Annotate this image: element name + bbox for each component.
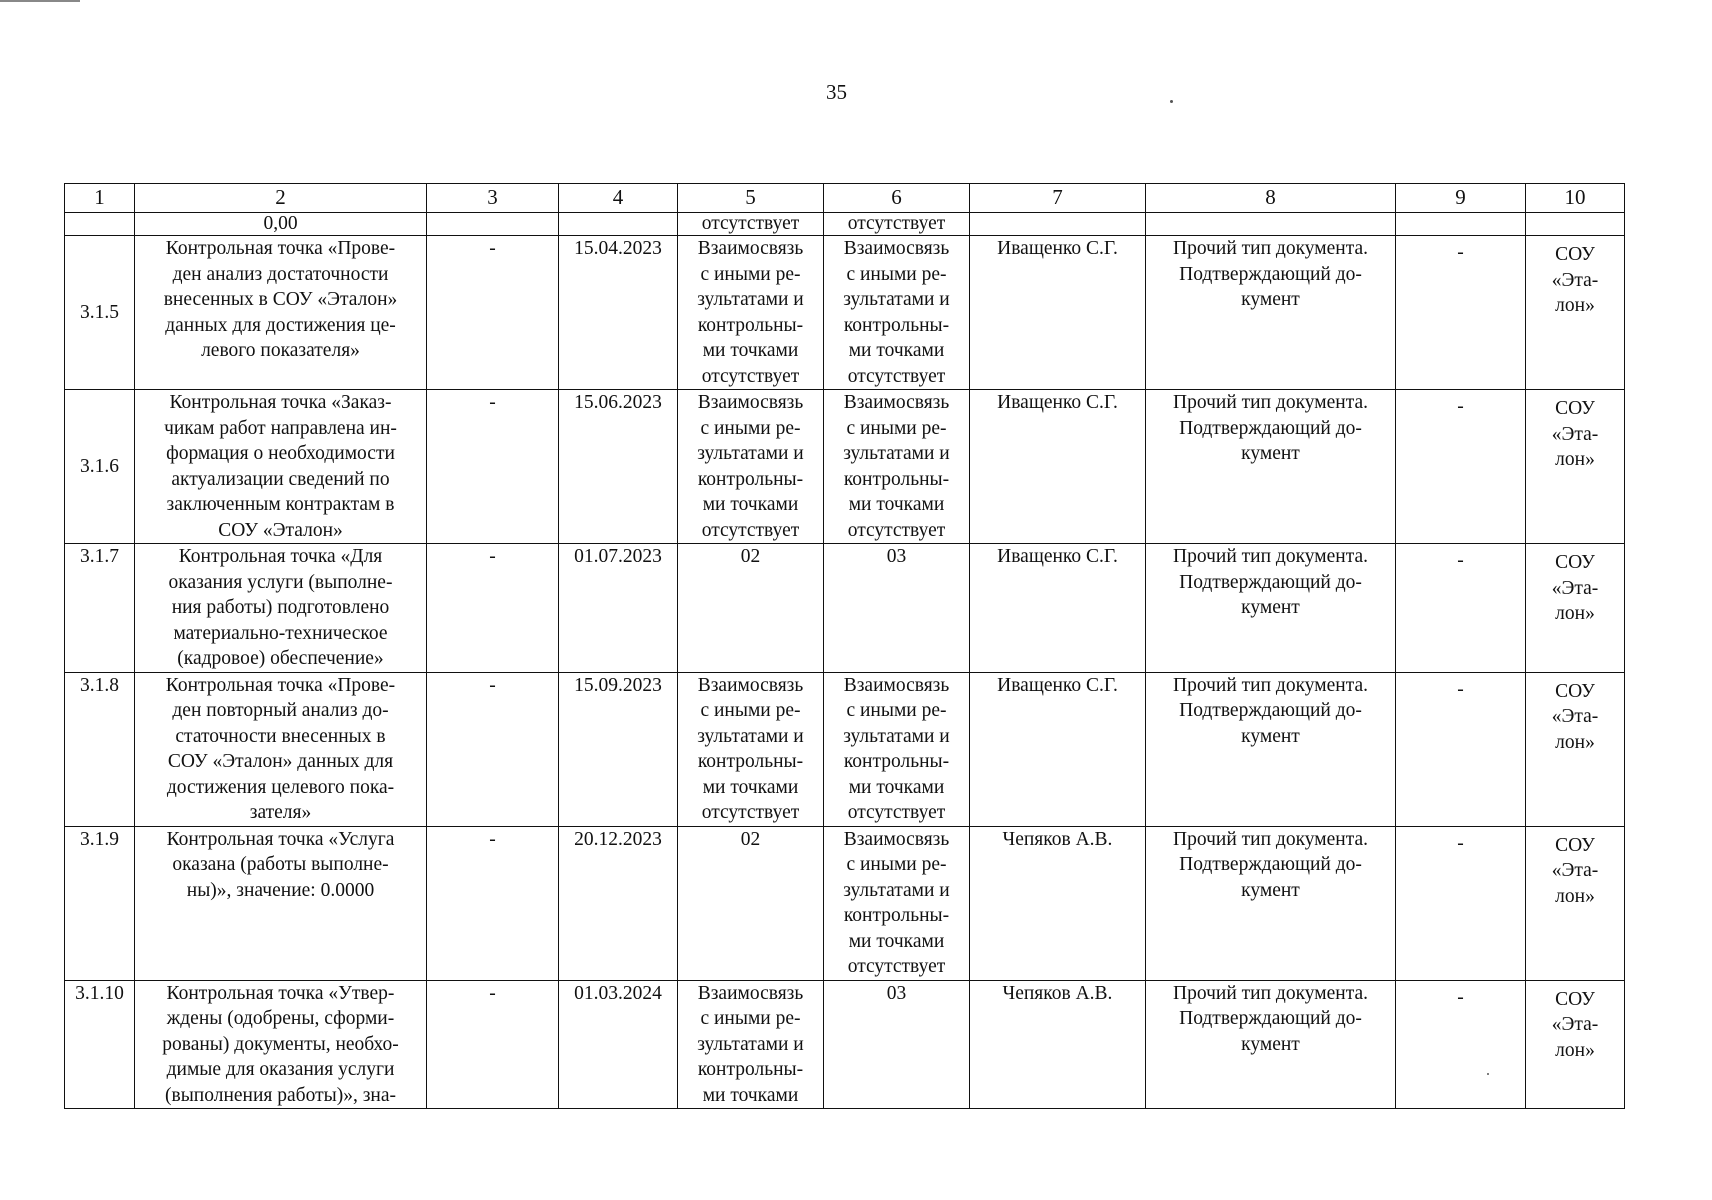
- relation-previous: Взаимосвязь с иными ре- зультатами и контрольны- ми точками отсутствует: [678, 236, 824, 390]
- column-number: 9: [1396, 184, 1526, 213]
- column-9-value: -: [1396, 672, 1526, 826]
- row-number: 3.1.10: [65, 980, 135, 1109]
- column-9-value: -: [1396, 236, 1526, 390]
- due-date: 15.04.2023: [559, 236, 678, 390]
- milestone-name: Контрольная точка «Заказ- чикам работ направлена ин- формация о необходимости актуализации сведений по заключенным контрактам в СОУ «Эталон»: [135, 390, 427, 544]
- milestone-name: Контрольная точка «Утвер- ждены (одобрены, сформи- рованы) документы, необхо- димые для оказания услуги (выполнения работы)», зна-: [135, 980, 427, 1109]
- relation-previous: 02: [678, 826, 824, 980]
- empty-cell: [65, 213, 135, 236]
- responsible-person: Иващенко С.Г.: [970, 672, 1146, 826]
- milestones-table: [64, 183, 1625, 1109]
- table-row: [65, 672, 1625, 826]
- column-9-value: -: [1396, 826, 1526, 980]
- milestone-name: Контрольная точка «Для оказания услуги (выполне- ния работы) подготовлено материально-техническое (кадровое) обеспечение»: [135, 544, 427, 673]
- due-date: 15.09.2023: [559, 672, 678, 826]
- relation-previous: 02: [678, 544, 824, 673]
- column-number: 10: [1526, 184, 1625, 213]
- column-number: 7: [970, 184, 1146, 213]
- continuation-value: отсутствует: [824, 213, 970, 236]
- empty-cell: [559, 213, 678, 236]
- row-number: 3.1.8: [65, 672, 135, 826]
- table-row: [65, 826, 1625, 980]
- column-3-value: -: [427, 826, 559, 980]
- column-number: 4: [559, 184, 678, 213]
- relation-next: Взаимосвязь с иными ре- зультатами и контрольны- ми точками отсутствует: [824, 236, 970, 390]
- document-type: Прочий тип документа. Подтверждающий до- кумент: [1146, 980, 1396, 1109]
- column-number: 1: [65, 184, 135, 213]
- row-number: 3.1.5: [65, 236, 135, 390]
- information-system: СОУ «Эта- лон»: [1526, 980, 1625, 1109]
- empty-cell: [427, 213, 559, 236]
- relation-previous: Взаимосвязь с иными ре- зультатами и контрольны- ми точками отсутствует: [678, 672, 824, 826]
- column-number: 8: [1146, 184, 1396, 213]
- relation-next: 03: [824, 980, 970, 1109]
- row-number: 3.1.6: [65, 390, 135, 544]
- relation-previous: Взаимосвязь с иными ре- зультатами и контрольны- ми точками: [678, 980, 824, 1109]
- document-type: Прочий тип документа. Подтверждающий до- кумент: [1146, 390, 1396, 544]
- column-9-value: -: [1396, 544, 1526, 673]
- continuation-row: [65, 213, 1625, 236]
- scan-edge-line: [0, 0, 80, 2]
- responsible-person: Чепяков А.В.: [970, 980, 1146, 1109]
- milestone-name: Контрольная точка «Прове- ден повторный анализ до- статочности внесенных в СОУ «Эталон» данных для достижения целевого пока- зателя»: [135, 672, 427, 826]
- continuation-value: отсутствует: [678, 213, 824, 236]
- responsible-person: Иващенко С.Г.: [970, 544, 1146, 673]
- empty-cell: [1146, 213, 1396, 236]
- column-9-value: -: [1396, 390, 1526, 544]
- table-row: [65, 236, 1625, 390]
- row-number: 3.1.9: [65, 826, 135, 980]
- column-3-value: -: [427, 236, 559, 390]
- continuation-value: 0,00: [135, 213, 427, 236]
- information-system: СОУ «Эта- лон»: [1526, 826, 1625, 980]
- table-row: [65, 390, 1625, 544]
- information-system: СОУ «Эта- лон»: [1526, 672, 1625, 826]
- responsible-person: Иващенко С.Г.: [970, 390, 1146, 544]
- table-row: [65, 544, 1625, 673]
- relation-next: 03: [824, 544, 970, 673]
- due-date: 15.06.2023: [559, 390, 678, 544]
- column-3-value: -: [427, 672, 559, 826]
- information-system: СОУ «Эта- лон»: [1526, 236, 1625, 390]
- relation-next: Взаимосвязь с иными ре- зультатами и контрольны- ми точками отсутствует: [824, 826, 970, 980]
- empty-cell: [1526, 213, 1625, 236]
- column-number: 3: [427, 184, 559, 213]
- column-number: 5: [678, 184, 824, 213]
- column-3-value: -: [427, 390, 559, 544]
- responsible-person: Иващенко С.Г.: [970, 236, 1146, 390]
- milestone-rows: [65, 236, 1625, 1109]
- document-type: Прочий тип документа. Подтверждающий до- кумент: [1146, 544, 1396, 673]
- relation-next: Взаимосвязь с иными ре- зультатами и контрольны- ми точками отсутствует: [824, 672, 970, 826]
- row-number: 3.1.7: [65, 544, 135, 673]
- information-system: СОУ «Эта- лон»: [1526, 390, 1625, 544]
- empty-cell: [970, 213, 1146, 236]
- column-number: 2: [135, 184, 427, 213]
- page-number: 35: [826, 80, 847, 104]
- due-date: 01.03.2024: [559, 980, 678, 1109]
- scan-speck: [1170, 100, 1173, 103]
- milestone-name: Контрольная точка «Услуга оказана (работы выполне- ны)», значение: 0.0000: [135, 826, 427, 980]
- relation-next: Взаимосвязь с иными ре- зультатами и контрольны- ми точками отсутствует: [824, 390, 970, 544]
- document-type: Прочий тип документа. Подтверждающий до- кумент: [1146, 826, 1396, 980]
- due-date: 01.07.2023: [559, 544, 678, 673]
- due-date: 20.12.2023: [559, 826, 678, 980]
- milestone-name: Контрольная точка «Прове- ден анализ достаточности внесенных в СОУ «Эталон» данных для достижения це- левого показателя»: [135, 236, 427, 390]
- empty-cell: [1396, 213, 1526, 236]
- document-type: Прочий тип документа. Подтверждающий до- кумент: [1146, 236, 1396, 390]
- responsible-person: Чепяков А.В.: [970, 826, 1146, 980]
- column-9-value: -: [1396, 980, 1526, 1109]
- column-3-value: -: [427, 980, 559, 1109]
- document-type: Прочий тип документа. Подтверждающий до- кумент: [1146, 672, 1396, 826]
- column-3-value: -: [427, 544, 559, 673]
- column-numbers-row: [65, 184, 1625, 213]
- information-system: СОУ «Эта- лон»: [1526, 544, 1625, 673]
- relation-previous: Взаимосвязь с иными ре- зультатами и контрольны- ми точками отсутствует: [678, 390, 824, 544]
- table-row: [65, 980, 1625, 1109]
- column-number: 6: [824, 184, 970, 213]
